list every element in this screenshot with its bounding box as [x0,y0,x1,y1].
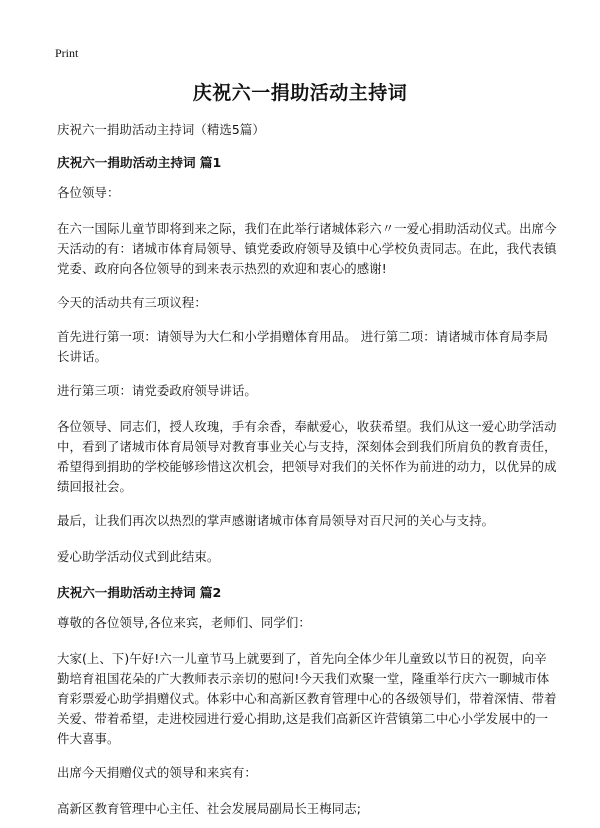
paragraph: 大家(上、下)午好!六一儿童节马上就要到了，首先向全体少年儿童致以节日的祝贺，向辛勤培育祖国花朵的广大教师表示亲切的慰问!今天我们欢聚一堂，隆重举行庆六一聊城市体育彩票爱心助学捐赠仪式。体彩中心和高新区教育管理中心的各级领导们，带着深情、带着关爱、带着希望，走进校园进行爱心捐助,这是我们高新区许营镇第二中心小学发展中的一件大喜事。 [57,651,557,746]
paragraph: 尊敬的各位领导,各位来宾，老师们、同学们： [57,615,311,630]
document-subtitle: 庆祝六一捐助活动主持词（精选5篇） [57,122,265,137]
paragraph: 高新区教育管理中心主任、社会发展局副局长王梅同志; [57,801,362,816]
paragraph: 各位领导： [57,185,120,200]
paragraph: 出席今天捐赠仪式的领导和来宾有： [57,765,257,780]
section-1 [57,153,557,567]
section-heading: 庆祝六一捐助活动主持词 篇1 [57,155,222,170]
page-title: 庆祝六一捐助活动主持词 [192,82,408,104]
paragraph: 在六一国际儿童节即将到来之际，我们在此举行诸城体彩六〃一爱心捐助活动仪式。出席今天活动的有：诸城市体育局领导、镇党委政府领导及镇中心学校负责同志。在此，我代表镇党委、政府向各位领导的到来表示热烈的欢迎和衷心的感谢! [57,221,557,276]
paragraph: 各位领导、同志们，授人玫瑰，手有余香，奉献爱心，收获希望。我们从这一爱心助学活动中，看到了诸城市体育局领导对教育事业关心与支持，深刻体会到我们所肩负的教育责任，希望得到捐助的学校能够珍惜这次机会，把领导对我们的关怀作为前进的动力，以优异的成绩回报社会。 [57,419,557,494]
section-heading: 庆祝六一捐助活动主持词 篇2 [57,585,222,600]
paragraph: 首先进行第一项：请领导为大仁和小学捐赠体育用品。 进行第二项：请诸城市体育局李局长讲话。 [57,329,549,364]
document-body [57,120,557,819]
paragraph: 今天的活动共有三项议程： [57,295,207,310]
paragraph: 最后，让我们再次以热烈的掌声感谢诸城市体育局领导对百尺河的关心与支持。 [57,513,495,528]
print-link[interactable]: Print [55,46,79,60]
section-2 [57,583,557,819]
paragraph: 进行第三项：请党委政府领导讲话。 [57,383,257,398]
paragraph: 爱心助学活动仪式到此结束。 [57,549,220,564]
